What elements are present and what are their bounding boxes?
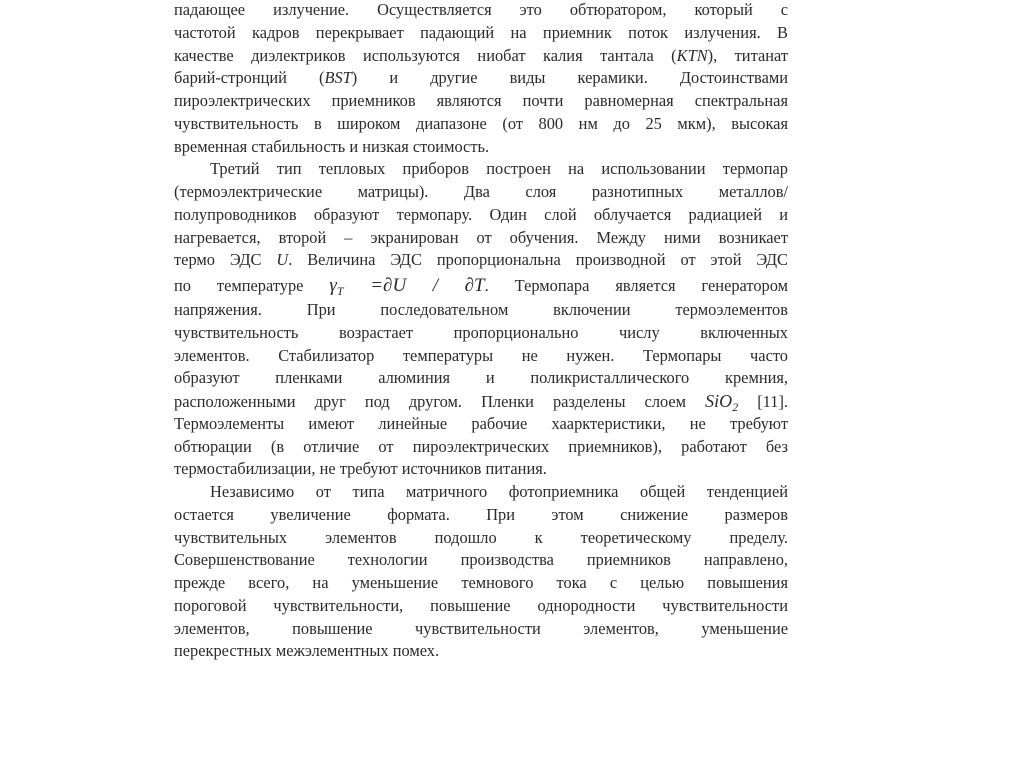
text-line: прежде всего, на уменьшение темнового тока с целью повышения — [174, 573, 788, 592]
text-line-with-formula: расположенными друг под другом. Пленки разделены слоем SiO$_2$ [11]. — [174, 391, 788, 414]
text-line: нагревается, второй – экранирован от обучения. Между ними возникает — [174, 227, 788, 247]
paragraph-start-line: Независимо от типа матричного фотоприемника общей тенденцией — [210, 482, 788, 501]
text-line: пироэлектрических приемников являются почти равномерная спектральная — [174, 91, 788, 110]
formula: $\gamma_T =\partial U / \partial T$ — [329, 275, 485, 298]
inline-math: U — [276, 250, 289, 270]
inline-math: BST — [324, 68, 352, 88]
text-line: пороговой чувствительности, повышение однородности чувствительности — [174, 595, 788, 615]
text-line: качестве диэлектриков используются ниобат калия тантала (KTN), титанат — [174, 45, 788, 65]
text-line: элементов, повышение чувствительности элементов, уменьшение — [174, 618, 788, 638]
text-line: временная стабильность и низкая стоимость. — [174, 136, 490, 156]
text-line: напряжения. При последовательном включении термоэлементов — [174, 300, 788, 319]
text-line: падающее излучение. Осуществляется это обтюратором, который с — [174, 0, 788, 19]
text-line: остается увеличение формата. При этом снижение размеров — [174, 504, 788, 524]
text-line: элементов. Стабилизатор температуры не нужен. Термопары часто — [174, 345, 788, 365]
text-line: термостабилизации, не требуют источников питания. — [174, 459, 547, 479]
text-line: перекрестных межэлементных помех. — [174, 641, 440, 661]
text-line: барий-стронций (BST) и другие виды керамики. Достоинствами — [174, 68, 788, 88]
document-text — [174, 0, 788, 663]
text-line: чувствительность возрастает пропорционально числу включенных — [174, 322, 788, 342]
text-line: термо ЭДС U. Величина ЭДС пропорциональна производной от этой ЭДС — [174, 250, 788, 270]
text-line: Термоэлементы имеют линейные рабочие хаарктеристики, не требуют — [174, 413, 788, 433]
text-line: чувствительных элементов подошло к теоретическому пределу. — [174, 527, 788, 547]
text-line: образуют пленками алюминия и поликристаллического кремния, — [174, 368, 788, 388]
text-line: полупроводников образуют термопару. Один слой облучается радиацией и — [174, 204, 788, 224]
text-line: обтюрации (в отличие от пироэлектрических приемников), работают без — [174, 436, 788, 456]
text-line: Совершенствование технологии производства приемников направлено, — [174, 550, 788, 570]
formula: SiO$_2$ — [705, 391, 739, 414]
paragraph-start-line: Третий тип тепловых приборов построен на использовании термопар — [210, 159, 788, 179]
text-line: чувствительность в широком диапазоне (от 800 нм до 25 мкм), высокая — [174, 113, 788, 133]
inline-math: KTN — [676, 45, 708, 65]
text-line: (термоэлектрические матрицы). Два слоя разнотипных металлов/ — [174, 182, 788, 201]
text-line-with-formula: по температуре $\gamma_T =\partial U / \partial T$. Термопара является генератором — [174, 275, 788, 298]
text-line: частотой кадров перекрывает падающий на приемник поток излучения. В — [174, 22, 788, 42]
